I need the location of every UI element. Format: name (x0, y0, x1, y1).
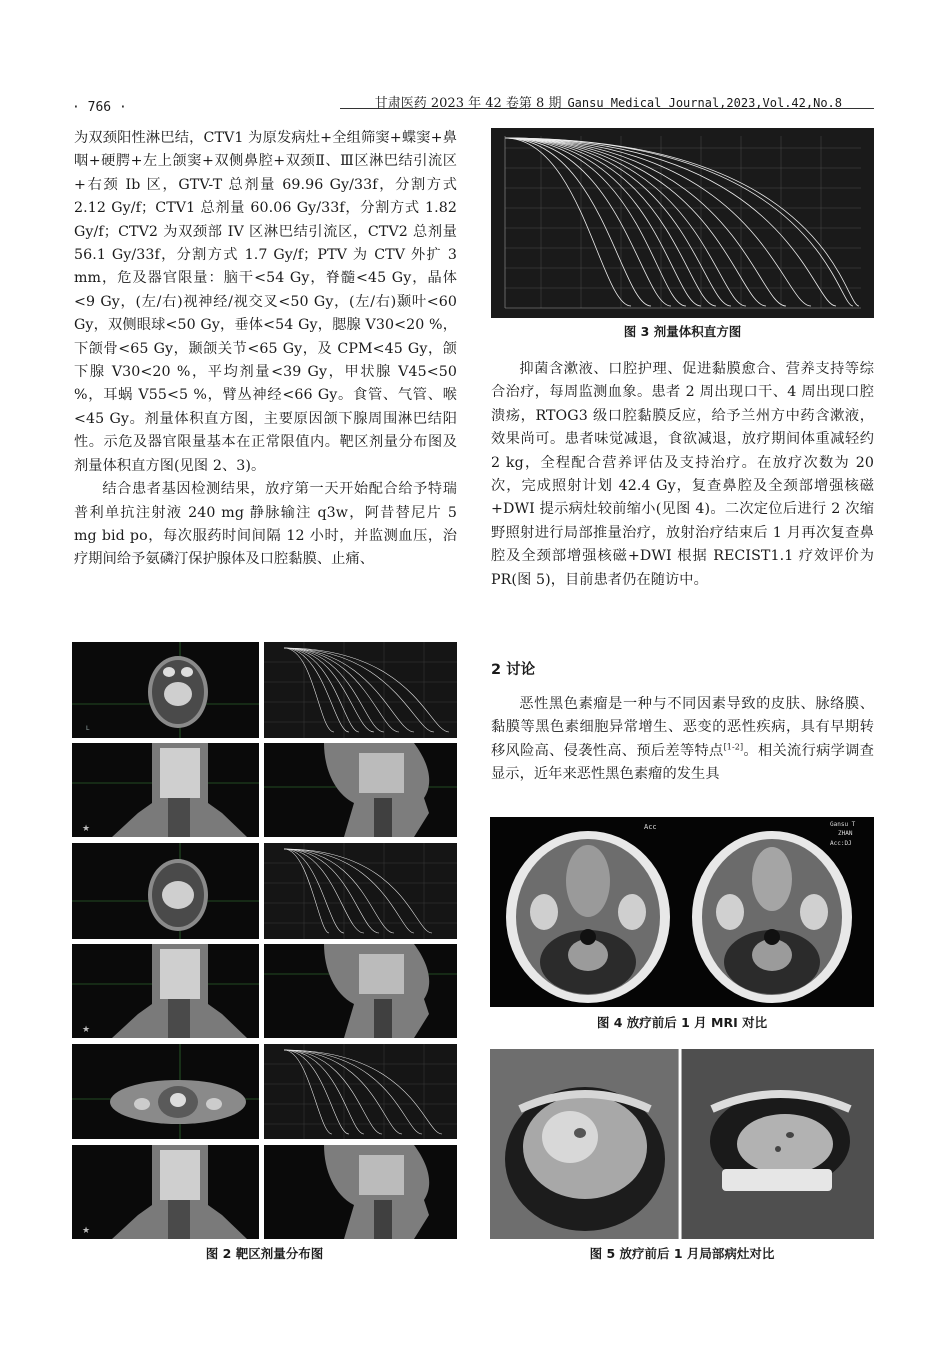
oral-photo-before (490, 1049, 678, 1239)
ct-coronal-panel (72, 944, 259, 1038)
figure-2-caption: 图 2 靶区剂量分布图 (205, 1246, 324, 1261)
dvh-panel (264, 642, 457, 738)
ct-coronal-panel (72, 1145, 259, 1239)
figure-4-mri (490, 817, 874, 1007)
mri-overlay-text: Acc (644, 823, 657, 831)
journal-title-cn: 甘肃医药 2023 年 42 卷第 8 期 (374, 96, 562, 111)
right-column-text (491, 358, 874, 592)
paragraph: 抑菌含漱液、口腔护理、促进黏膜愈合、营养支持等综合治疗，每周监测血象。患者 2 周出现口干、4 周出现口腔溃疡，RTOG3 级口腔黏膜反应，给予兰州方中药含漱液，效果尚可。患者味觉减退，食欲减退，放疗期间体重减轻约 2 kg，全程配合营养评估及支持治疗。在放疗次数为 20 次，完成照射计划 42.4 Gy，复查鼻腔及全颈部增强核磁+DWI 提示病灶较前缩小(见图 4)。二次定位后进行 2 次缩野照射进行局部推量治疗，放射治疗结束后 1 月再次复查鼻腔及全颈部增强核磁+DWI 根据 RECIST1.1 疗效评价为 PR(图 5)，目前患者仍在随访中。 (491, 361, 874, 588)
figure-3-caption: 图 3 剂量体积直方图 (623, 324, 742, 339)
header-rule (340, 108, 874, 109)
mri-overlay-text: Gansu T (830, 821, 856, 828)
mri-overlay-text: ZHAN (838, 830, 853, 837)
left-column-text (74, 127, 457, 572)
svg-text:★: ★ (82, 1226, 91, 1236)
ct-axial-panel (72, 642, 259, 738)
oral-photo-after (682, 1049, 874, 1239)
citation: [1-2] (723, 742, 744, 752)
svg-text:★: ★ (82, 1025, 91, 1035)
figure-5-oral-lesion (490, 1049, 874, 1239)
mri-after (692, 831, 852, 1003)
paragraph (491, 693, 874, 787)
paragraph-text: 恶性黑色素瘤是一种与不同因素导致的皮肤、脉络膜、黏膜等黑色素细胞异常增生、恶变的恶性疾病，具有早期转移风险高、侵袭性高、预后差等特点 (491, 696, 874, 759)
ct-sagittal-panel (264, 1145, 457, 1239)
figure-5-caption: 图 5 放疗前后 1 月局部病灶对比 (589, 1246, 775, 1261)
journal-title-en: Gansu Medical Journal,2023,Vol.42,No.8 (567, 96, 842, 110)
paragraph: 为双颈阳性淋巴结，CTV1 为原发病灶+全组筛窦+蝶窦+鼻咽+硬腭+左上颌窦+双侧鼻腔+双颈Ⅱ、Ⅲ区淋巴结引流区+右颈 Ib 区，GTV-T 总剂量 69.96 Gy/33f，分割方式 2.12 Gy/f；CTV1 总剂量 60.06 Gy/33f，分割方式 1.82 Gy/f；CTV2 为双颈部 IV 区淋巴结引流区，CTV2 总剂量 56.1 Gy/33f，分割方式 1.7 Gy/f；PTV 为 CTV 外扩 3 mm，危及器官限量：脑干<54 Gy，脊髓<45 Gy，晶体<9 Gy，(左/右)视神经/视交叉<50 Gy，(左/右)颞叶<60 Gy，双侧眼球<50 Gy，垂体<54 Gy，腮腺 V30<20 %，下颌骨<65 Gy，颞颌关节<65 Gy，及 CPM<45 Gy，颌下腺 V30<20 %，平均剂量<39 Gy，甲状腺 V45<50 %，耳蜗 V55<5 %，臂丛神经<66 Gy。食管、气管、喉<45 Gy。剂量体积直方图，主要原因颌下腺周围淋巴结阳性。示危及器官限量基本在正常限值内。靶区剂量分布图及剂量体积直方图(见图 2、3)。 (74, 130, 457, 474)
figure-4-caption: 图 4 放疗前后 1 月 MRI 对比 (596, 1015, 768, 1030)
dvh-panel (264, 1044, 457, 1139)
svg-text:★: ★ (82, 824, 91, 834)
mri-overlay-text: Acc:DJ (830, 840, 852, 847)
mri-before (506, 831, 670, 1003)
section-heading: 2 讨论 (491, 662, 536, 678)
dvh-panel (264, 843, 457, 939)
paragraph: 结合患者基因检测结果，放疗第一天开始配合给予特瑞普利单抗注射液 240 mg 静脉输注 q3w，阿昔替尼片 5 mg bid po，每次服药时间间隔 12 小时，并监测血压，治疗期间给予氨磷汀保护腺体及口腔黏膜、止痛、 (74, 481, 457, 568)
discussion-text (491, 693, 874, 787)
ct-sagittal-panel (264, 743, 457, 837)
paragraph-text: 。相关流行病学调查显示，近年来恶性黑色素瘤的发生具 (491, 742, 874, 783)
svg-text:L: L (86, 725, 90, 732)
ct-axial-panel (72, 843, 259, 939)
ct-coronal-panel (72, 743, 259, 837)
ct-sagittal-panel (264, 944, 457, 1038)
figure-3-dvh (491, 128, 874, 318)
ct-axial-panel (72, 1044, 259, 1139)
page-number: · 766 · (72, 100, 127, 115)
